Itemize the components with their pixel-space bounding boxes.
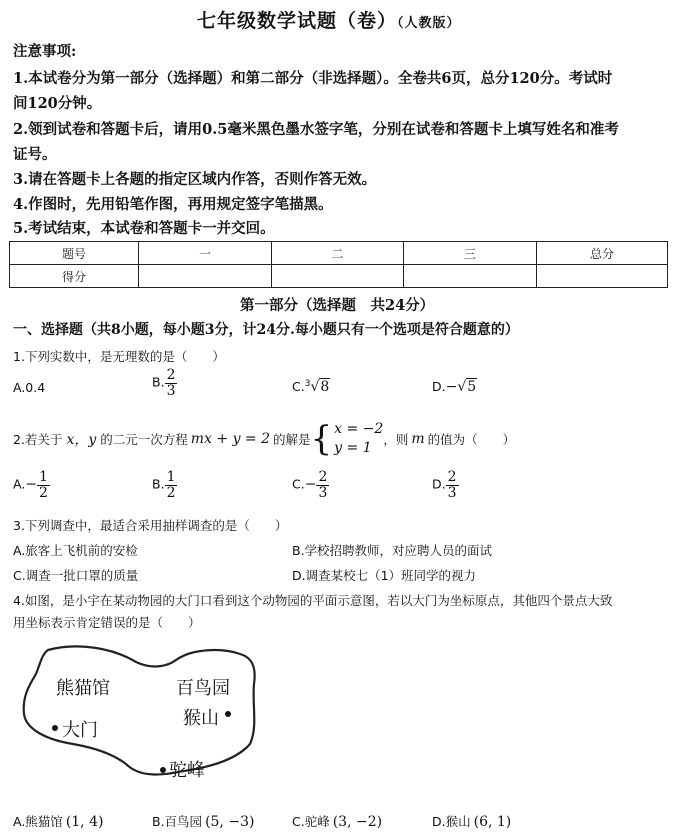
q2-option-a[interactable] xyxy=(13,470,50,500)
notice-heading: 注意事项: xyxy=(13,43,77,60)
brace-icon: { xyxy=(310,418,333,459)
q1-option-c[interactable] xyxy=(292,379,330,395)
score-cell: 三 xyxy=(404,242,537,265)
q2-stem xyxy=(13,420,515,458)
score-table xyxy=(9,241,668,288)
score-cell: 总分 xyxy=(537,242,668,265)
notice-line-5: 3.请在答题卡上各题的指定区域内作答，否则作答无效。 xyxy=(13,171,377,188)
map-label-camel: 驼峰 xyxy=(169,760,205,781)
score-input-cell[interactable] xyxy=(537,265,668,288)
fraction xyxy=(446,470,459,500)
q3-stem: 3.下列调查中，最适合采用抽样调查的是（ ） xyxy=(13,518,288,533)
radical-sign: √ xyxy=(457,379,467,395)
numerator: 1 xyxy=(166,469,176,485)
q1-option-d-prefix: D. xyxy=(432,379,446,394)
radical-sign: √ xyxy=(310,379,320,396)
fraction xyxy=(316,470,329,500)
q1-stem: 1.下列实数中，是无理数的是（ ） xyxy=(13,349,225,364)
option-coord: (3, −2) xyxy=(332,814,383,830)
q3-option-c[interactable]: C.调查一批口罩的质量 xyxy=(13,568,139,583)
option-coord: (5, −3) xyxy=(205,814,255,830)
option-prefix: A.熊猫馆 xyxy=(13,814,63,829)
q2-stem-part: 2.若关于 xyxy=(13,431,63,447)
exam-title-main: 七年级数学试题（卷） xyxy=(197,10,398,32)
denominator: 3 xyxy=(318,484,328,501)
map-label-birds: 百鸟园 xyxy=(176,678,230,699)
q4-stem-line-1: 4.如图，是小宇在某动物园的大门口看到这个动物园的平面示意图，若以大门为坐标原点，其他四个景点大致 xyxy=(13,593,613,608)
denominator: 2 xyxy=(166,484,176,501)
option-prefix: C.驼峰 xyxy=(292,814,330,829)
score-table-header-row xyxy=(10,242,668,265)
map-label-monkey: 猴山 xyxy=(183,708,219,729)
q2-stem-part: ，则 xyxy=(383,431,409,447)
minus-sign: − xyxy=(304,476,317,493)
option-prefix: D. xyxy=(432,476,446,492)
q3-option-b[interactable]: B.学校招聘教师，对应聘人员的面试 xyxy=(292,543,493,558)
notice-line-4: 证号。 xyxy=(13,146,57,163)
q3-option-d[interactable]: D.调查某校七（1）班同学的视力 xyxy=(292,568,477,583)
minus-sign: − xyxy=(25,476,38,493)
map-dot-gate xyxy=(52,725,58,731)
numerator: 2 xyxy=(166,367,176,383)
map-label-gate: 大门 xyxy=(62,720,98,741)
score-input-cell[interactable] xyxy=(139,265,272,288)
system-lines xyxy=(334,420,383,458)
q3-option-a[interactable]: A.旅客上飞机前的安检 xyxy=(13,543,138,558)
map-dot-monkey xyxy=(225,711,231,717)
q4-option-a[interactable] xyxy=(13,812,103,830)
denominator: 3 xyxy=(166,382,176,399)
q2-option-c[interactable] xyxy=(292,470,329,500)
score-input-cell[interactable] xyxy=(404,265,537,288)
q4-stem-line-2: 用坐标表示肯定错误的是（ ） xyxy=(13,615,201,630)
option-prefix: C. xyxy=(292,476,305,492)
score-input-cell[interactable] xyxy=(272,265,404,288)
zoo-outline xyxy=(24,646,255,774)
part1-heading: 第一部分（选择题 共24分） xyxy=(240,297,435,314)
score-cell: 得分 xyxy=(10,265,139,288)
map-label-panda: 熊猫馆 xyxy=(56,678,110,699)
q2-option-d[interactable] xyxy=(432,470,459,500)
q4-option-b[interactable] xyxy=(152,812,254,830)
score-cell: 一 xyxy=(139,242,272,265)
denominator: 2 xyxy=(39,484,48,501)
notice-line-6: 4.作图时，先用铅笔作图，再用规定签字笔描黑。 xyxy=(13,196,333,213)
q2-vars: x，y xyxy=(66,431,97,448)
option-prefix: D.猴山 xyxy=(432,814,471,829)
score-cell: 二 xyxy=(272,242,404,265)
q2-var-m: m xyxy=(411,430,425,447)
radicand: 5 xyxy=(467,379,477,395)
fraction xyxy=(165,368,178,398)
option-coord: (1, 4) xyxy=(65,814,104,830)
q4-option-d[interactable] xyxy=(432,812,511,830)
equation-system xyxy=(311,420,384,458)
q2-option-b[interactable] xyxy=(152,470,177,500)
system-line-1: x = −2 xyxy=(334,421,384,437)
notice-line-7: 5.考试结束，本试卷和答题卡一并交回。 xyxy=(13,220,275,237)
notice-line-1: 1.本试卷分为第一部分（选择题）和第二部分（非选择题）。全卷共6页，总分120分。考试时 xyxy=(13,70,613,87)
q2-equation: mx + y = 2 xyxy=(190,430,271,447)
section1-heading: 一、选择题（共8小题，每小题3分，计24分.每小题只有一个选项是符合题意的） xyxy=(13,322,519,338)
option-prefix: B. xyxy=(152,476,165,492)
numerator: 2 xyxy=(447,469,457,485)
q1-option-b-prefix: B. xyxy=(152,374,165,390)
denominator: 3 xyxy=(447,484,457,501)
q2-stem-part: 的值为（ ） xyxy=(427,431,516,447)
q1-option-d[interactable] xyxy=(432,379,477,395)
notice-line-3: 2.领到试卷和答题卡后，请用0.5毫米黑色墨水签字笔，分别在试卷和答题卡上填写姓名和准考 xyxy=(13,121,619,138)
q1-option-b[interactable] xyxy=(152,368,177,398)
radicand: 8 xyxy=(320,379,330,396)
zoo-map xyxy=(18,640,280,788)
system-line-2: y = 1 xyxy=(334,439,372,456)
fraction xyxy=(165,470,178,500)
score-table-score-row xyxy=(10,265,668,288)
q2-stem-part: 的解是 xyxy=(273,431,311,447)
option-prefix: B.百鸟园 xyxy=(152,814,203,829)
q2-stem-part: 的二元一次方程 xyxy=(100,431,188,447)
score-cell: 题号 xyxy=(10,242,139,265)
exam-title-suffix: （人教版） xyxy=(397,16,461,31)
option-prefix: A. xyxy=(13,476,26,492)
q1-option-a[interactable]: A.0.4 xyxy=(13,380,46,395)
option-coord: (6, 1) xyxy=(473,814,512,830)
exam-title xyxy=(197,6,461,33)
notice-line-2: 间120分钟。 xyxy=(13,95,102,112)
minus-sign: − xyxy=(445,379,458,395)
radical-index: 3 xyxy=(304,379,311,389)
map-dot-camel xyxy=(160,767,166,773)
fraction xyxy=(37,470,50,500)
q1-option-c-prefix: C. xyxy=(292,379,305,395)
numerator: 2 xyxy=(318,469,328,485)
numerator: 1 xyxy=(39,469,48,485)
q4-option-c[interactable] xyxy=(292,812,382,830)
